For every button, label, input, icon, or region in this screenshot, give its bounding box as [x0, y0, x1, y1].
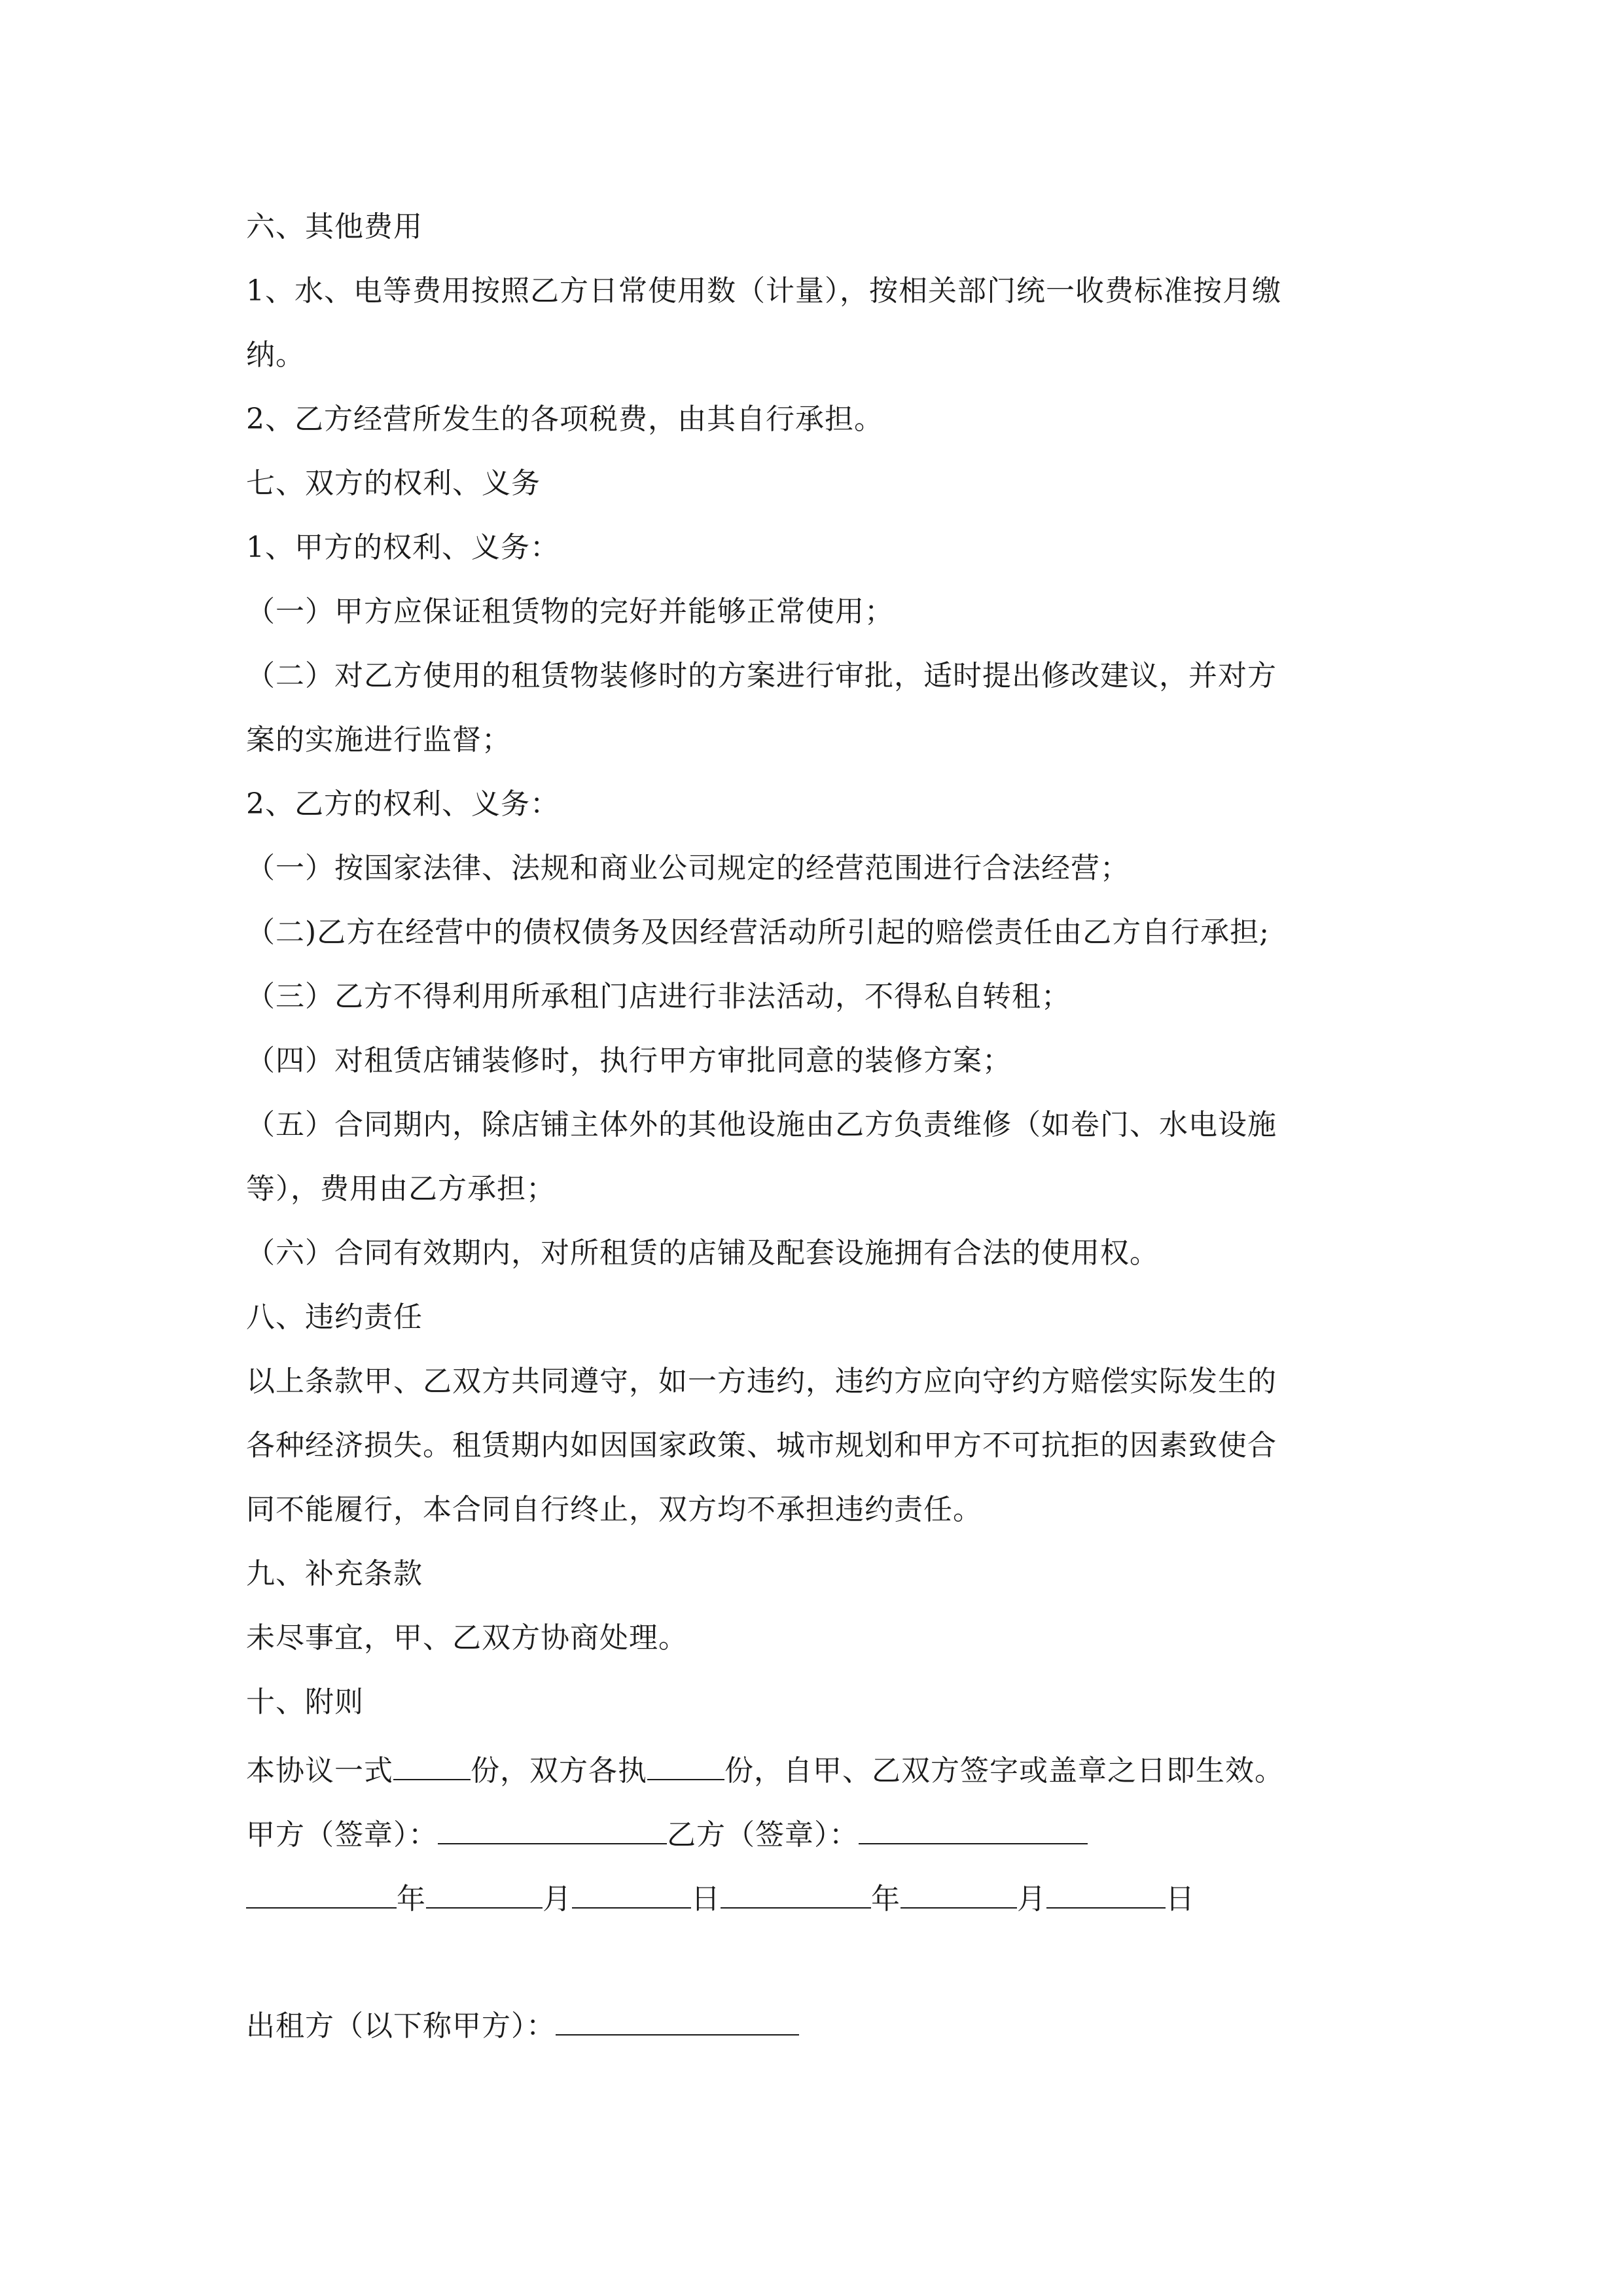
- party-a-signature-blank[interactable]: [438, 1812, 667, 1844]
- paragraph-line: 2、乙方经营所发生的各项税费，由其自行承担。: [246, 403, 883, 436]
- paragraph-line: 各种经济损失。租赁期内如因国家政策、城市规划和甲方不可抗拒的因素致使合: [246, 1429, 1277, 1462]
- party-b-signature-label: 乙方（签章）：: [667, 1818, 859, 1852]
- section-heading-rights-obligations: 七、双方的权利、义务: [246, 467, 541, 500]
- lessor-name-blank[interactable]: [556, 2003, 799, 2036]
- subheading-party-b: 2、乙方的权利、义务：: [246, 787, 560, 821]
- year-label: 年: [871, 1882, 901, 1916]
- paragraph-line: （五）合同期内，除店铺主体外的其他设施由乙方负责维修（如卷门、水电设施: [246, 1108, 1277, 1141]
- party-a-day-blank[interactable]: [572, 1876, 691, 1909]
- paragraph-line: （六）合同有效期内，对所租赁的店铺及配套设施拥有合法的使用权。: [246, 1236, 1159, 1270]
- month-label: 月: [1017, 1882, 1046, 1916]
- paragraph-line: （二）对乙方使用的租赁物装修时的方案进行审批，适时提出修改建议，并对方: [246, 659, 1277, 692]
- paragraph-line: 以上条款甲、乙双方共同遵守，如一方违约，违约方应向守约方赔偿实际发生的: [246, 1365, 1277, 1398]
- party-b-day-blank[interactable]: [1046, 1876, 1166, 1909]
- paragraph-line: （一）甲方应保证租赁物的完好并能够正常使用；: [246, 595, 894, 628]
- paragraph-line: （三）乙方不得利用所承租门店进行非法活动，不得私自转租；: [246, 980, 1071, 1013]
- paragraph-line: 等），费用由乙方承担；: [246, 1172, 556, 1206]
- paragraph-line: 纳。: [246, 338, 305, 372]
- copies-text-2: 份，双方各执: [471, 1754, 647, 1787]
- copies-text-3: 份，自甲、乙双方签字或盖章之日即生效。: [724, 1754, 1284, 1787]
- party-a-year-blank[interactable]: [246, 1876, 397, 1909]
- party-b-signature-blank[interactable]: [859, 1812, 1088, 1844]
- paragraph-line: 同不能履行，本合同自行终止，双方均不承担违约责任。: [246, 1493, 982, 1526]
- day-label: 日: [691, 1882, 721, 1916]
- party-a-signature-label: 甲方（签章）：: [246, 1818, 438, 1852]
- day-label: 日: [1166, 1882, 1195, 1916]
- paragraph-line: （四）对租赁店铺装修时，执行甲方审批同意的装修方案；: [246, 1044, 1012, 1077]
- date-line: [246, 1876, 1418, 1940]
- subheading-party-a: 1、甲方的权利、义务：: [246, 531, 560, 564]
- party-b-year-blank[interactable]: [721, 1876, 871, 1909]
- month-label: 月: [543, 1882, 572, 1916]
- paragraph-line: 1、水、电等费用按照乙方日常使用数（计量），按相关部门统一收费标准按月缴: [246, 274, 1281, 308]
- copies-line: [246, 1748, 1418, 1812]
- section-heading-supplementary: 九、补充条款: [246, 1557, 423, 1590]
- party-a-month-blank[interactable]: [426, 1876, 543, 1909]
- section-heading-appendix: 十、附则: [246, 1685, 364, 1719]
- paragraph-line: （一）按国家法律、法规和商业公司规定的经营范围进行合法经营；: [246, 852, 1130, 885]
- document-body: [246, 208, 1418, 2067]
- party-b-month-blank[interactable]: [901, 1876, 1017, 1909]
- copies-each-blank[interactable]: [647, 1748, 724, 1780]
- paragraph-line: （二)乙方在经营中的债权债务及因经营活动所引起的赔偿责任由乙方自行承担;: [246, 916, 1270, 949]
- spacer: [246, 1940, 1418, 2003]
- section-heading-breach: 八、违约责任: [246, 1300, 423, 1334]
- lessor-label: 出租方（以下称甲方）：: [246, 2009, 556, 2043]
- copies-total-blank[interactable]: [393, 1748, 471, 1780]
- year-label: 年: [397, 1882, 426, 1916]
- copies-text-1: 本协议一式: [246, 1754, 393, 1787]
- paragraph-line: 未尽事宜，甲、乙双方协商处理。: [246, 1621, 688, 1655]
- section-heading-other-fees: 六、其他费用: [246, 210, 423, 243]
- lessor-line: [246, 2003, 1418, 2067]
- signature-line: [246, 1812, 1418, 1876]
- paragraph-line: 案的实施进行监督；: [246, 723, 511, 757]
